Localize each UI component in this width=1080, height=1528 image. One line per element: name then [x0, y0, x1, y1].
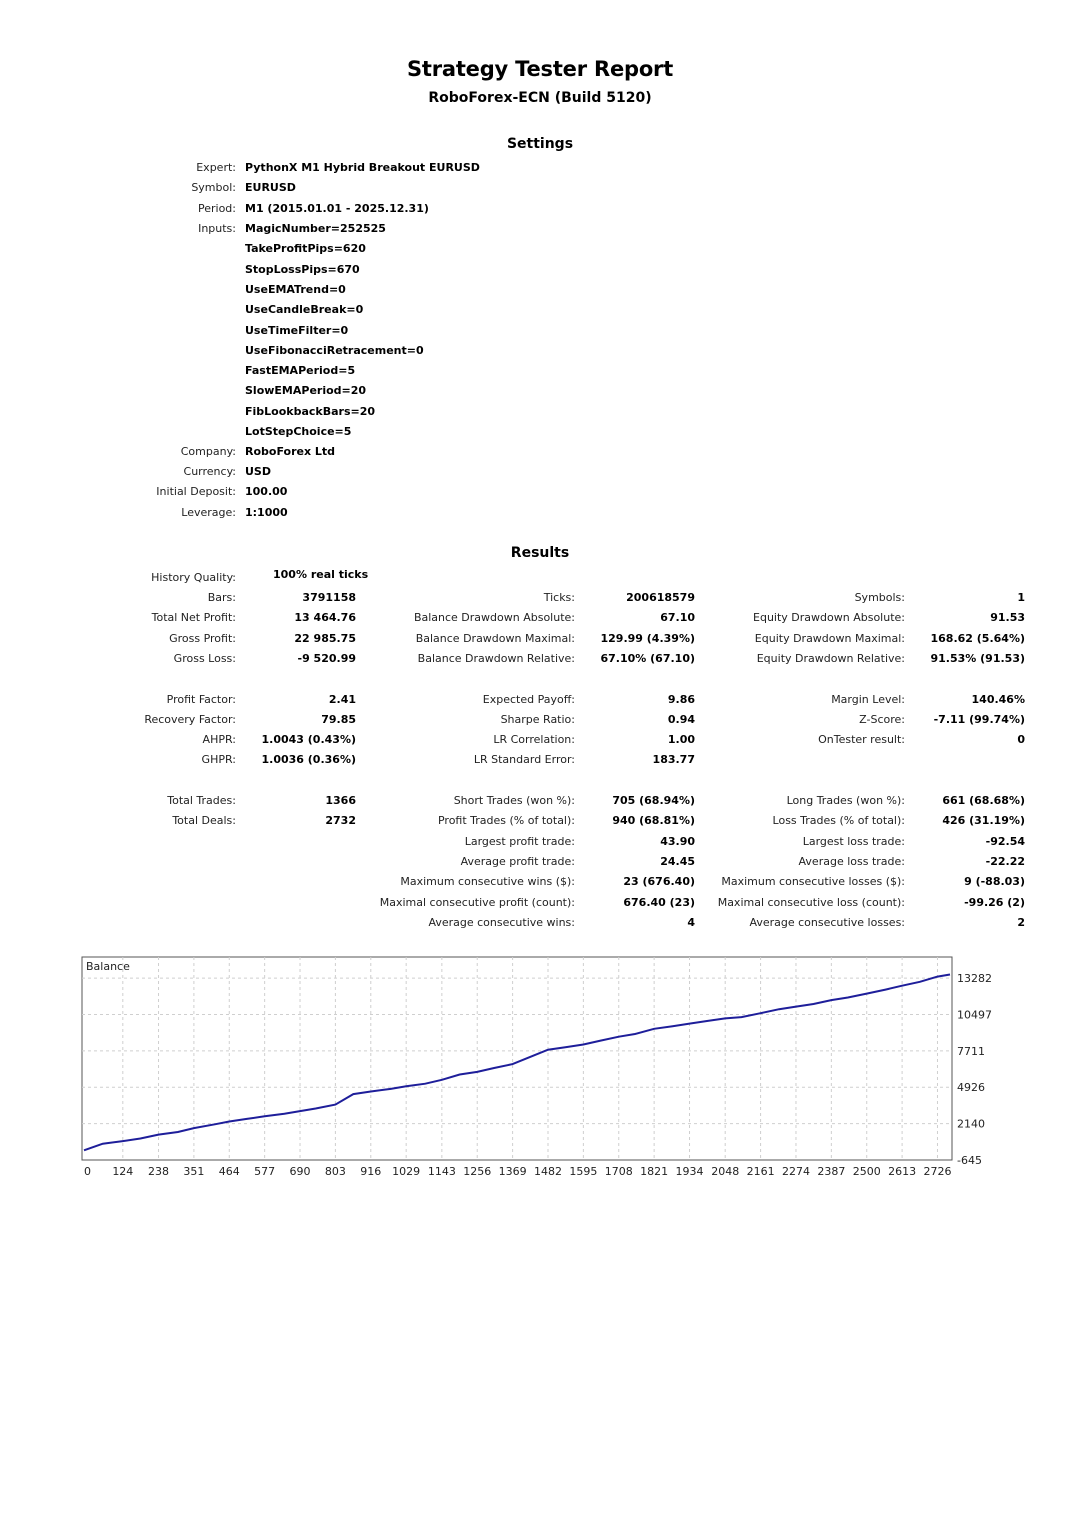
x-tick-label: 2500 — [852, 1165, 881, 1178]
result-value: 1 — [1017, 591, 1025, 604]
y-tick-label: 2140 — [957, 1117, 985, 1131]
result-label: Loss Trades (% of total): — [772, 814, 905, 828]
result-label: Equity Drawdown Maximal: — [754, 631, 905, 645]
balance-chart — [70, 948, 1000, 1180]
result-label: Balance Drawdown Absolute: — [413, 611, 575, 625]
x-tick-label: 0 — [84, 1165, 91, 1178]
input-param: FastEMAPeriod=5 — [245, 364, 356, 378]
result-label: GHPR: — [201, 753, 236, 767]
result-label: Balance Drawdown Maximal: — [415, 631, 575, 645]
input-param: TakeProfitPips=620 — [245, 242, 366, 256]
chart-title: Balance — [86, 960, 130, 973]
result-label: Equity Drawdown Absolute: — [753, 611, 905, 625]
result-label: Symbols: — [854, 591, 905, 604]
x-tick-label: 124 — [112, 1165, 134, 1178]
x-tick-label: 2726 — [923, 1165, 952, 1178]
result-value: -9 520.99 — [297, 651, 356, 665]
x-tick-label: 803 — [324, 1165, 346, 1178]
x-tick-label: 1029 — [392, 1165, 421, 1178]
deposit-value: 100.00 — [245, 485, 288, 498]
x-tick-label: 690 — [289, 1165, 311, 1178]
x-tick-label: 1143 — [427, 1165, 456, 1178]
result-value: 13 464.76 — [294, 611, 356, 625]
input-param: UseCandleBreak=0 — [245, 303, 364, 317]
result-label: Average loss trade: — [798, 854, 905, 868]
input-param: UseFibonacciRetracement=0 — [245, 343, 424, 357]
result-value: 91.53 — [990, 611, 1025, 625]
x-tick-label: 464 — [218, 1165, 240, 1178]
result-value: 2 — [1017, 915, 1025, 929]
result-value: 67.10 — [660, 611, 695, 625]
result-label: Average consecutive losses: — [749, 915, 905, 929]
result-label: Long Trades (won %): — [786, 794, 905, 807]
result-label: Gross Profit: — [169, 631, 236, 645]
y-tick-label: -645 — [957, 1154, 982, 1167]
x-axis-ticks — [84, 1165, 951, 1178]
expert-value: PythonX M1 Hybrid Breakout EURUSD — [245, 161, 480, 174]
result-value: 4 — [687, 915, 695, 929]
result-label: Expected Payoff: — [482, 692, 575, 706]
x-tick-label: 1256 — [463, 1165, 492, 1178]
y-tick-label: 10497 — [957, 1008, 992, 1022]
y-axis-ticks — [957, 972, 992, 1167]
y-tick-label: 7711 — [957, 1044, 985, 1058]
result-value: 2.41 — [328, 692, 356, 706]
result-label: Profit Trades (% of total): — [437, 814, 575, 828]
result-label: Recovery Factor: — [144, 712, 236, 726]
result-label: Bars: — [207, 591, 236, 604]
y-tick-label: 13282 — [957, 972, 992, 986]
result-label: Maximum consecutive wins ($): — [400, 875, 575, 889]
result-value: 1.0036 (0.36%) — [261, 753, 356, 767]
x-tick-label: 2161 — [746, 1165, 775, 1178]
result-value: 661 (68.68%) — [942, 794, 1025, 807]
input-param: StopLossPips=670 — [245, 262, 360, 276]
result-label: Margin Level: — [831, 692, 905, 706]
x-tick-label: 2613 — [888, 1165, 917, 1178]
input-param: MagicNumber=252525 — [245, 222, 386, 235]
result-value: 140.46% — [971, 692, 1025, 706]
result-value: 0 — [1017, 733, 1025, 747]
result-value: -7.11 (99.74%) — [933, 712, 1025, 726]
result-label: LR Correlation: — [493, 733, 575, 747]
result-label: Total Net Profit: — [151, 611, 236, 625]
result-value: 22 985.75 — [294, 631, 356, 645]
company-value: RoboForex Ltd — [245, 445, 336, 458]
result-label: LR Standard Error: — [473, 753, 575, 767]
result-label: Sharpe Ratio: — [500, 712, 575, 726]
result-label: Average consecutive wins: — [428, 915, 575, 929]
result-value: 183.77 — [652, 753, 695, 767]
leverage-label: Leverage: — [181, 506, 236, 519]
result-label: Maximal consecutive loss (count): — [717, 895, 905, 909]
period-label: Period: — [197, 202, 236, 215]
result-label: Short Trades (won %): — [453, 794, 575, 807]
result-value: 79.85 — [321, 712, 356, 726]
result-label: Gross Loss: — [173, 651, 236, 665]
result-value: 43.90 — [660, 834, 695, 848]
x-tick-label: 238 — [148, 1165, 170, 1178]
result-label: Largest profit trade: — [464, 834, 575, 848]
result-value: -92.54 — [985, 834, 1025, 848]
plot-frame — [82, 957, 952, 1160]
x-tick-label: 351 — [183, 1165, 205, 1178]
result-label: Total Deals: — [172, 814, 236, 828]
y-tick-label: 4926 — [957, 1081, 985, 1095]
result-label: Balance Drawdown Relative: — [417, 651, 575, 665]
result-value: 9.86 — [667, 692, 695, 706]
x-tick-label: 2274 — [781, 1165, 810, 1178]
x-tick-label: 1369 — [498, 1165, 527, 1178]
result-value: 168.62 (5.64%) — [930, 631, 1025, 645]
result-label: Maximum consecutive losses ($): — [721, 875, 905, 889]
x-tick-label: 1708 — [604, 1165, 633, 1178]
result-value: 1.0043 (0.43%) — [261, 733, 356, 747]
result-value: 200618579 — [626, 591, 695, 604]
x-tick-label: 916 — [360, 1165, 382, 1178]
leverage-value: 1:1000 — [245, 506, 288, 519]
report-subtitle: RoboForex-ECN (Build 5120) — [428, 90, 652, 106]
result-label: Ticks: — [543, 591, 575, 604]
currency-label: Currency: — [183, 465, 236, 478]
x-tick-label: 2387 — [817, 1165, 846, 1178]
currency-value: USD — [245, 465, 271, 478]
symbol-value: EURUSD — [245, 181, 296, 194]
result-label: Largest loss trade: — [802, 834, 905, 848]
result-label: Z-Score: — [859, 712, 905, 726]
history-quality-value: 100% real ticks — [273, 568, 369, 581]
x-tick-label: 1934 — [675, 1165, 704, 1178]
result-value: 3791158 — [302, 591, 356, 604]
inputs-label: Inputs: — [198, 222, 236, 235]
result-value: 129.99 (4.39%) — [600, 631, 695, 645]
result-label: Average profit trade: — [460, 854, 575, 868]
result-value: 9 (-88.03) — [964, 875, 1025, 889]
result-value: 705 (68.94%) — [612, 794, 695, 807]
x-tick-label: 1482 — [533, 1165, 562, 1178]
company-label: Company: — [180, 445, 236, 458]
result-value: 676.40 (23) — [623, 895, 695, 909]
result-label: Profit Factor: — [166, 692, 236, 706]
input-param: FibLookbackBars=20 — [245, 404, 376, 418]
result-value: -22.22 — [985, 854, 1025, 868]
result-value: 1366 — [325, 794, 356, 807]
deposit-label: Initial Deposit: — [156, 485, 236, 498]
result-value: 940 (68.81%) — [612, 814, 695, 828]
result-value: 24.45 — [660, 854, 695, 868]
x-tick-label: 1595 — [569, 1165, 598, 1178]
result-label: AHPR: — [202, 733, 236, 747]
result-value: 23 (676.40) — [623, 875, 695, 889]
symbol-label: Symbol: — [191, 181, 236, 194]
result-label: OnTester result: — [818, 733, 905, 747]
result-label: Maximal consecutive profit (count): — [379, 895, 575, 909]
result-value: 91.53% (91.53) — [930, 651, 1025, 665]
input-param: UseEMATrend=0 — [245, 282, 346, 296]
result-label: Total Trades: — [167, 794, 236, 807]
expert-label: Expert: — [196, 161, 236, 174]
result-label: Equity Drawdown Relative: — [756, 651, 905, 665]
results-heading: Results — [510, 545, 570, 561]
result-value: 1.00 — [667, 733, 695, 747]
x-tick-label: 2048 — [711, 1165, 740, 1178]
input-param: SlowEMAPeriod=20 — [245, 384, 367, 398]
result-value: 67.10% (67.10) — [600, 651, 695, 665]
settings-heading: Settings — [506, 136, 574, 152]
result-value: 2732 — [325, 814, 356, 828]
report-title: Strategy Tester Report — [406, 57, 674, 81]
input-param: UseTimeFilter=0 — [245, 323, 349, 337]
x-tick-label: 577 — [254, 1165, 276, 1178]
result-value: -99.26 (2) — [964, 895, 1025, 909]
period-value: M1 (2015.01.01 - 2025.12.31) — [245, 202, 429, 215]
history-quality-label: History Quality: — [151, 571, 236, 584]
result-value: 0.94 — [667, 712, 695, 726]
result-value: 426 (31.19%) — [942, 814, 1025, 828]
x-tick-label: 1821 — [640, 1165, 669, 1178]
input-param: LotStepChoice=5 — [245, 425, 352, 438]
